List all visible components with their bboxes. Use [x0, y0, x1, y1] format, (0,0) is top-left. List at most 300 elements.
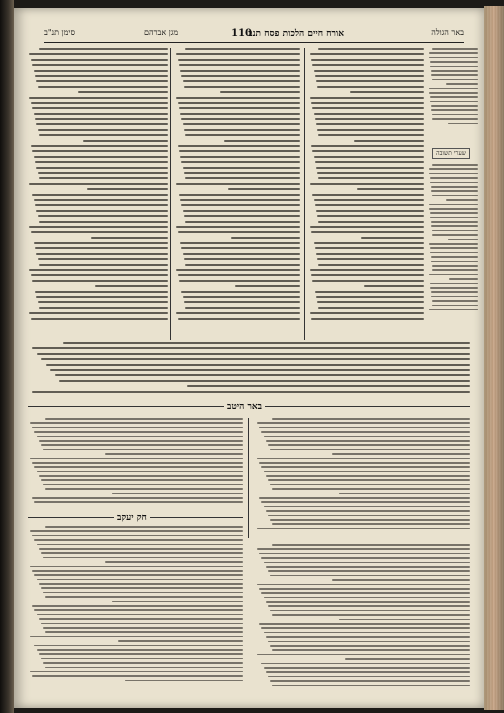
- text-line: [32, 107, 168, 109]
- text-line: [259, 588, 470, 590]
- text-line: [183, 296, 301, 298]
- text-line: [55, 374, 470, 376]
- text-line: [35, 75, 168, 77]
- text-line: [36, 123, 168, 125]
- text-line: [29, 226, 168, 228]
- text-line: [34, 113, 168, 115]
- text-line: [179, 280, 300, 282]
- text-line: [270, 645, 470, 647]
- book-cover-left-edge: [0, 0, 14, 713]
- text-line: [432, 79, 479, 81]
- text-line: [30, 458, 243, 460]
- text-line: [311, 318, 424, 320]
- text-line: [78, 91, 168, 93]
- text-line: [432, 269, 478, 271]
- text-line: [184, 129, 300, 131]
- text-line: [318, 264, 424, 266]
- text-line: [231, 237, 300, 239]
- text-line: [39, 618, 243, 620]
- text-line: [32, 605, 243, 607]
- text-line: [310, 269, 424, 271]
- text-line: [38, 301, 168, 303]
- text-line: [31, 231, 168, 233]
- text-line: [32, 280, 168, 282]
- text-line: [38, 172, 168, 174]
- page-edges: [484, 6, 504, 710]
- text-line: [43, 592, 243, 594]
- text-line: [34, 431, 243, 433]
- text-line: [430, 96, 479, 98]
- text-line: [34, 242, 168, 244]
- text-line: [432, 265, 479, 267]
- text-line: [312, 107, 424, 109]
- text-line: [259, 497, 470, 499]
- text-line: [39, 475, 243, 477]
- text-line: [431, 105, 479, 107]
- book-page: [14, 8, 484, 708]
- text-line: [311, 231, 424, 233]
- text-line: [430, 252, 478, 254]
- text-line: [39, 48, 168, 50]
- text-line: [316, 80, 424, 82]
- text-line: [31, 274, 168, 276]
- text-line: [266, 475, 470, 477]
- text-line: [50, 369, 470, 371]
- text-line: [259, 462, 470, 464]
- text-line: [431, 190, 478, 192]
- text-line: [318, 307, 424, 309]
- text-line: [45, 418, 243, 420]
- text-line: [264, 632, 470, 634]
- column-divider: [248, 418, 249, 538]
- text-line: [184, 172, 300, 174]
- text-line: [257, 584, 470, 586]
- text-line: [228, 188, 301, 190]
- text-line: [45, 526, 243, 528]
- text-line: [37, 544, 243, 546]
- beer-heitev-heading: באר היטב: [224, 401, 265, 412]
- text-line: [176, 226, 300, 228]
- text-line: [41, 444, 243, 446]
- text-line: [429, 57, 478, 59]
- text-line: [37, 614, 243, 616]
- text-line: [39, 440, 243, 442]
- text-line: [317, 172, 424, 174]
- text-line: [235, 285, 300, 287]
- text-line: [431, 221, 479, 223]
- text-line: [180, 242, 300, 244]
- text-line: [432, 164, 478, 166]
- text-line: [36, 296, 168, 298]
- text-line: [430, 212, 479, 214]
- text-line: [176, 183, 300, 185]
- text-line: [431, 74, 478, 76]
- text-line: [39, 221, 168, 223]
- text-line: [431, 70, 479, 72]
- text-line: [446, 83, 478, 85]
- text-line: [317, 86, 424, 88]
- main-text-right-column: [309, 48, 424, 338]
- text-line: [432, 114, 479, 116]
- text-line: [87, 188, 168, 190]
- text-line: [178, 102, 301, 104]
- text-line: [180, 113, 300, 115]
- text-line: [264, 506, 470, 508]
- text-line: [176, 97, 300, 99]
- text-line: [257, 422, 470, 424]
- main-text-center-column: [175, 48, 300, 338]
- text-line: [34, 199, 168, 201]
- text-line: [43, 484, 243, 486]
- text-line: [183, 167, 301, 169]
- text-line: [429, 173, 478, 175]
- chok-yaakov-left-column: [28, 526, 243, 696]
- text-line: [38, 215, 168, 217]
- column-divider: [170, 48, 171, 340]
- text-line: [268, 570, 470, 572]
- text-line: [431, 225, 478, 227]
- header-title: אורח חיים הלכות פסח תנב: [248, 29, 344, 39]
- text-line: [176, 269, 300, 271]
- text-line: [270, 575, 470, 577]
- text-line: [34, 574, 243, 576]
- text-line: [178, 274, 301, 276]
- text-line: [272, 418, 470, 420]
- text-line: [266, 601, 470, 603]
- text-line: [317, 215, 424, 217]
- chok-yaakov-heading: חק יעקב: [114, 512, 150, 523]
- text-line: [35, 161, 168, 163]
- text-line: [357, 188, 424, 190]
- text-line: [316, 123, 424, 125]
- text-line: [184, 258, 300, 260]
- text-line: [183, 123, 301, 125]
- text-line: [37, 579, 243, 581]
- text-line: [41, 587, 243, 589]
- text-line: [184, 301, 300, 303]
- text-line: [268, 641, 470, 643]
- text-line: [272, 614, 470, 616]
- text-line: [431, 296, 478, 298]
- text-line: [429, 92, 478, 94]
- text-line: [261, 466, 470, 468]
- text-line: [46, 364, 470, 366]
- text-line: [266, 510, 470, 512]
- text-line: [37, 353, 470, 355]
- text-line: [266, 671, 470, 673]
- text-line: [185, 221, 300, 223]
- text-line: [272, 649, 470, 651]
- text-line: [318, 134, 424, 136]
- text-line: [36, 80, 168, 82]
- text-line: [429, 274, 479, 276]
- text-line: [185, 177, 300, 179]
- header-left-sub: סימן תנ"ב: [44, 28, 75, 37]
- shaarei-teshuva-notes: [428, 164, 478, 334]
- text-line: [261, 501, 470, 503]
- text-line: [430, 177, 479, 179]
- text-line: [261, 592, 470, 594]
- text-line: [354, 140, 424, 142]
- text-line: [264, 597, 470, 599]
- text-line: [430, 217, 478, 219]
- text-line: [39, 307, 168, 309]
- text-line: [180, 156, 300, 158]
- text-line: [35, 204, 168, 206]
- text-line: [257, 548, 470, 550]
- text-line: [39, 653, 243, 655]
- text-line: [41, 358, 470, 360]
- text-line: [361, 237, 424, 239]
- text-line: [43, 449, 243, 451]
- text-line: [449, 278, 478, 280]
- text-line: [429, 243, 478, 245]
- text-line: [314, 113, 424, 115]
- text-line: [259, 553, 470, 555]
- text-line: [179, 107, 300, 109]
- text-line: [39, 177, 168, 179]
- text-line: [261, 557, 470, 559]
- text-line: [429, 168, 479, 170]
- text-line: [29, 97, 168, 99]
- text-line: [32, 194, 168, 196]
- text-line: [105, 561, 243, 563]
- text-line: [45, 631, 243, 633]
- text-line: [34, 539, 243, 541]
- text-line: [272, 488, 470, 490]
- text-line: [30, 566, 243, 568]
- text-line: [29, 183, 168, 185]
- page-number: 110: [231, 28, 252, 39]
- chok-yaakov-right-column: [255, 544, 470, 696]
- text-line: [30, 671, 243, 673]
- text-line: [34, 645, 243, 647]
- text-line: [332, 579, 470, 581]
- text-line: [91, 237, 168, 239]
- text-line: [268, 605, 470, 607]
- text-line: [431, 291, 479, 293]
- running-header: [44, 26, 464, 43]
- text-line: [261, 431, 470, 433]
- text-line: [38, 129, 168, 131]
- text-line: [316, 296, 424, 298]
- text-line: [268, 444, 470, 446]
- text-line: [272, 685, 470, 687]
- text-line: [183, 253, 301, 255]
- text-line: [184, 215, 300, 217]
- text-line: [178, 145, 301, 147]
- text-line: [43, 627, 243, 629]
- text-line: [431, 256, 479, 258]
- text-line: [178, 231, 301, 233]
- text-line: [429, 88, 479, 90]
- text-line: [179, 194, 300, 196]
- text-line: [448, 239, 479, 241]
- text-line: [430, 101, 478, 103]
- text-line: [432, 234, 478, 236]
- text-line: [317, 129, 424, 131]
- text-line: [259, 623, 470, 625]
- text-line: [125, 680, 243, 682]
- text-line: [266, 440, 470, 442]
- text-line: [37, 471, 243, 473]
- text-line: [350, 91, 424, 93]
- text-line: [430, 66, 478, 68]
- text-line: [37, 436, 243, 438]
- text-line: [183, 210, 301, 212]
- text-line: [312, 150, 424, 152]
- text-line: [41, 552, 243, 554]
- text-line: [184, 86, 300, 88]
- text-line: [31, 59, 168, 61]
- text-line: [429, 309, 479, 311]
- text-line: [261, 663, 470, 665]
- text-line: [95, 285, 168, 287]
- text-line: [310, 53, 424, 55]
- text-line: [311, 102, 424, 104]
- text-line: [257, 458, 470, 460]
- text-line: [179, 64, 300, 66]
- text-line: [181, 247, 300, 249]
- text-line: [45, 488, 243, 490]
- text-line: [314, 199, 424, 201]
- text-line: [36, 210, 168, 212]
- text-line: [429, 208, 478, 210]
- text-line: [181, 161, 300, 163]
- text-line: [30, 636, 243, 638]
- text-line: [312, 194, 424, 196]
- text-line: [41, 479, 243, 481]
- text-line: [181, 118, 300, 120]
- text-line: [430, 287, 478, 289]
- text-line: [32, 535, 243, 537]
- text-line: [29, 269, 168, 271]
- text-line: [34, 466, 243, 468]
- text-line: [432, 305, 478, 307]
- text-line: [266, 566, 470, 568]
- text-line: [317, 301, 424, 303]
- text-line: [112, 601, 243, 603]
- text-line: [314, 70, 424, 72]
- text-line: [270, 519, 470, 521]
- text-line: [185, 307, 300, 309]
- text-line: [432, 230, 479, 232]
- text-line: [180, 199, 300, 201]
- text-line: [31, 145, 168, 147]
- text-line: [429, 204, 479, 206]
- text-line: [36, 167, 168, 169]
- text-line: [264, 562, 470, 564]
- text-line: [310, 97, 424, 99]
- text-line: [35, 118, 168, 120]
- text-line: [264, 471, 470, 473]
- text-line: [118, 640, 243, 642]
- text-line: [264, 436, 470, 438]
- text-line: [43, 662, 243, 664]
- text-line: [34, 156, 168, 158]
- text-line: [32, 497, 243, 499]
- text-line: [29, 53, 168, 55]
- header-right-label: באר הגולה: [431, 28, 464, 37]
- text-line: [318, 48, 424, 50]
- text-line: [112, 493, 243, 495]
- text-line: [268, 515, 470, 517]
- text-line: [431, 109, 478, 111]
- text-line: [448, 123, 479, 125]
- text-line: [431, 261, 478, 263]
- text-line: [32, 391, 470, 393]
- text-line: [272, 544, 470, 546]
- text-line: [364, 285, 424, 287]
- text-line: [176, 53, 300, 55]
- text-line: [34, 609, 243, 611]
- text-line: [39, 583, 243, 585]
- text-line: [268, 676, 470, 678]
- text-line: [181, 204, 300, 206]
- text-line: [83, 140, 168, 142]
- text-line: [32, 427, 243, 429]
- text-line: [432, 300, 479, 302]
- text-line: [430, 182, 478, 184]
- text-line: [257, 528, 470, 530]
- text-line: [431, 186, 479, 188]
- text-line: [315, 118, 424, 120]
- main-text-full-width: [28, 342, 470, 402]
- shaarei-teshuva-box-title: שערי תשובה: [432, 148, 470, 159]
- text-line: [315, 291, 424, 293]
- text-line: [257, 654, 470, 656]
- text-line: [315, 204, 424, 206]
- beer-heitev-left-column: [28, 418, 243, 513]
- text-line: [59, 380, 470, 382]
- text-line: [45, 667, 243, 669]
- text-line: [41, 658, 243, 660]
- text-line: [181, 75, 300, 77]
- text-line: [32, 150, 168, 152]
- text-line: [318, 177, 424, 179]
- text-line: [31, 318, 168, 320]
- text-line: [180, 70, 300, 72]
- text-line: [430, 247, 479, 249]
- text-line: [316, 210, 424, 212]
- text-line: [39, 548, 243, 550]
- text-line: [332, 453, 470, 455]
- text-line: [30, 530, 243, 532]
- text-line: [37, 649, 243, 651]
- text-line: [432, 48, 478, 50]
- text-line: [264, 667, 470, 669]
- text-line: [261, 627, 470, 629]
- text-line: [34, 501, 243, 503]
- text-line: [43, 557, 243, 559]
- text-line: [446, 199, 478, 201]
- text-line: [270, 449, 470, 451]
- header-left-label: מגן אברהם: [144, 28, 179, 37]
- text-line: [30, 422, 243, 424]
- text-line: [185, 48, 300, 50]
- text-line: [178, 318, 301, 320]
- text-line: [310, 183, 424, 185]
- text-line: [432, 195, 479, 197]
- text-line: [38, 258, 168, 260]
- text-line: [430, 61, 479, 63]
- text-line: [266, 636, 470, 638]
- text-line: [185, 134, 300, 136]
- main-text-left-column: [28, 48, 168, 338]
- text-line: [310, 226, 424, 228]
- text-line: [270, 610, 470, 612]
- text-line: [316, 167, 424, 169]
